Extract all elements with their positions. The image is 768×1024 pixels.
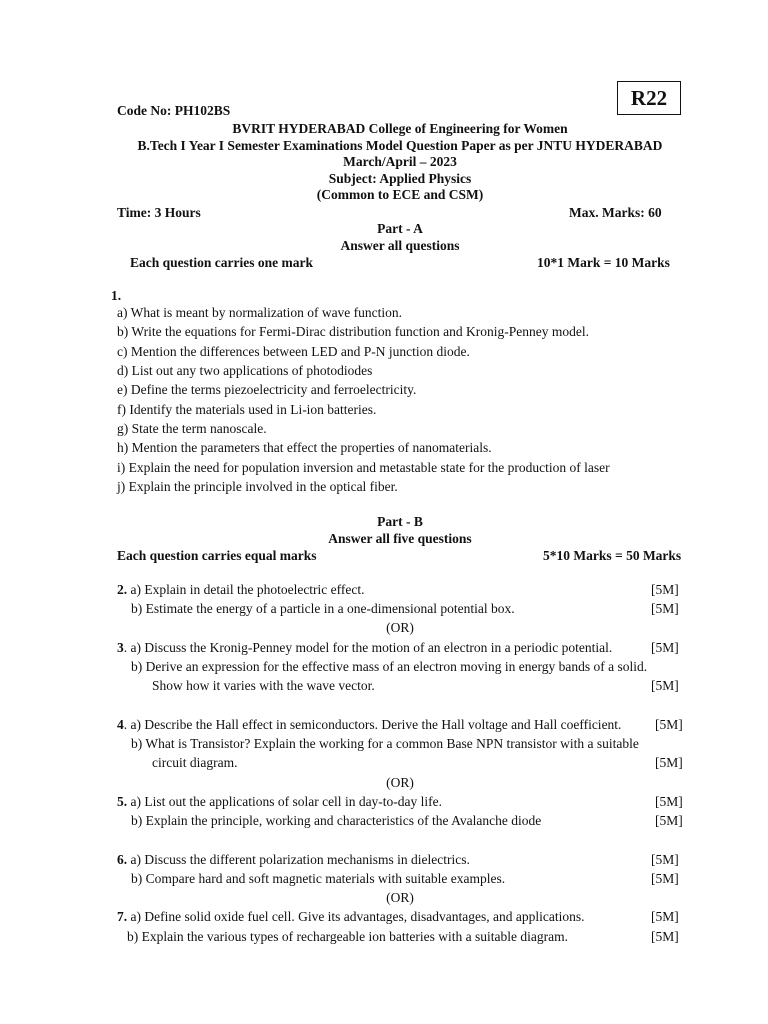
question-number-1: 1.: [111, 288, 122, 303]
list-item: e) Define the terms piezoelectricity and ferroelectricity.: [117, 382, 417, 397]
question-4-b-cont: circuit diagram.: [152, 755, 238, 770]
question-number: 6.: [117, 852, 128, 867]
list-item: i) Explain the need for population inversion and metastable state for the production of laser: [117, 460, 610, 475]
max-marks: Max. Marks: 60: [569, 205, 662, 220]
part-b-marks: 5*10 Marks = 50 Marks: [543, 548, 682, 563]
time-duration: Time: 3 Hours: [117, 205, 201, 220]
part-b-carries: Each question carries equal marks: [117, 548, 317, 563]
question-2-a: 2. a) Explain in detail the photoelectric effect.: [117, 582, 365, 597]
or-separator: (OR): [386, 620, 414, 635]
part-b-title: Part - B: [377, 514, 423, 529]
mark-label: [5M]: [651, 678, 679, 693]
list-item: a) What is meant by normalization of wave function.: [117, 305, 403, 320]
question-7-a: 7. a) Define solid oxide fuel cell. Give its advantages, disadvantages, and applications.: [117, 909, 585, 924]
mark-label: [5M]: [651, 601, 679, 616]
regulation-badge: R22: [617, 81, 681, 115]
question-7-b: b) Explain the various types of rechargeable ion batteries with a suitable diagram.: [127, 929, 568, 944]
part-a-marks: 10*1 Mark = 10 Marks: [537, 255, 670, 270]
mark-label: [5M]: [651, 582, 679, 597]
question-number: 2.: [117, 582, 128, 597]
list-item: j) Explain the principle involved in the optical fiber.: [117, 479, 398, 494]
list-item: b) Write the equations for Fermi-Dirac distribution function and Kronig-Penney model.: [117, 324, 589, 339]
mark-label: [5M]: [651, 909, 679, 924]
question-6-a: 6. a) Discuss the different polarization mechanisms in dielectrics.: [117, 852, 470, 867]
list-item: g) State the term nanoscale.: [117, 421, 267, 436]
question-3-a: 3. a) Discuss the Kronig-Penney model for the motion of an electron in a periodic potential.: [117, 640, 613, 655]
subject: Subject: Applied Physics: [328, 171, 472, 186]
list-item: h) Mention the parameters that effect the properties of nanomaterials.: [117, 440, 492, 455]
question-5-b: b) Explain the principle, working and characteristics of the Avalanche diode: [131, 813, 542, 828]
mark-label: [5M]: [651, 640, 679, 655]
question-number: 5.: [117, 794, 128, 809]
mark-label: [5M]: [655, 755, 683, 770]
common-branches: (Common to ECE and CSM): [316, 187, 484, 202]
or-separator: (OR): [386, 890, 414, 905]
list-item: c) Mention the differences between LED and P-N junction diode.: [117, 344, 470, 359]
code-number: Code No: PH102BS: [117, 103, 231, 118]
mark-label: [5M]: [651, 871, 679, 886]
or-separator: (OR): [386, 775, 414, 790]
list-item: d) List out any two applications of photodiodes: [117, 363, 373, 378]
question-3-b: b) Derive an expression for the effective mass of an electron moving in energy bands of a solid.: [131, 659, 648, 674]
part-a-instruction: Answer all questions: [340, 238, 460, 253]
question-2-b: b) Estimate the energy of a particle in a one-dimensional potential box.: [131, 601, 515, 616]
exam-session: March/April – 2023: [343, 154, 457, 169]
part-a-carries: Each question carries one mark: [130, 255, 313, 270]
college-name: BVRIT HYDERABAD College of Engineering for Women: [232, 121, 568, 136]
question-number: 4: [117, 717, 124, 732]
question-4-b: b) What is Transistor? Explain the working for a common Base NPN transistor with a suitable: [131, 736, 639, 751]
part-b-instruction: Answer all five questions: [328, 531, 472, 546]
question-4-a: 4. a) Describe the Hall effect in semiconductors. Derive the Hall voltage and Hall coefficient.: [117, 717, 622, 732]
question-5-a: 5. a) List out the applications of solar cell in day-to-day life.: [117, 794, 443, 809]
mark-label: [5M]: [655, 794, 683, 809]
mark-label: [5M]: [655, 717, 683, 732]
question-number: 7.: [117, 909, 128, 924]
list-item: f) Identify the materials used in Li-ion batteries.: [117, 402, 377, 417]
question-3-b-cont: Show how it varies with the wave vector.: [152, 678, 375, 693]
question-number: 3: [117, 640, 124, 655]
question-6-b: b) Compare hard and soft magnetic materials with suitable examples.: [131, 871, 506, 886]
mark-label: [5M]: [655, 813, 683, 828]
mark-label: [5M]: [651, 852, 679, 867]
part-a-title: Part - A: [377, 221, 423, 236]
mark-label: [5M]: [651, 929, 679, 944]
exam-title: B.Tech I Year I Semester Examinations Model Question Paper as per JNTU HYDERABAD: [137, 138, 663, 153]
